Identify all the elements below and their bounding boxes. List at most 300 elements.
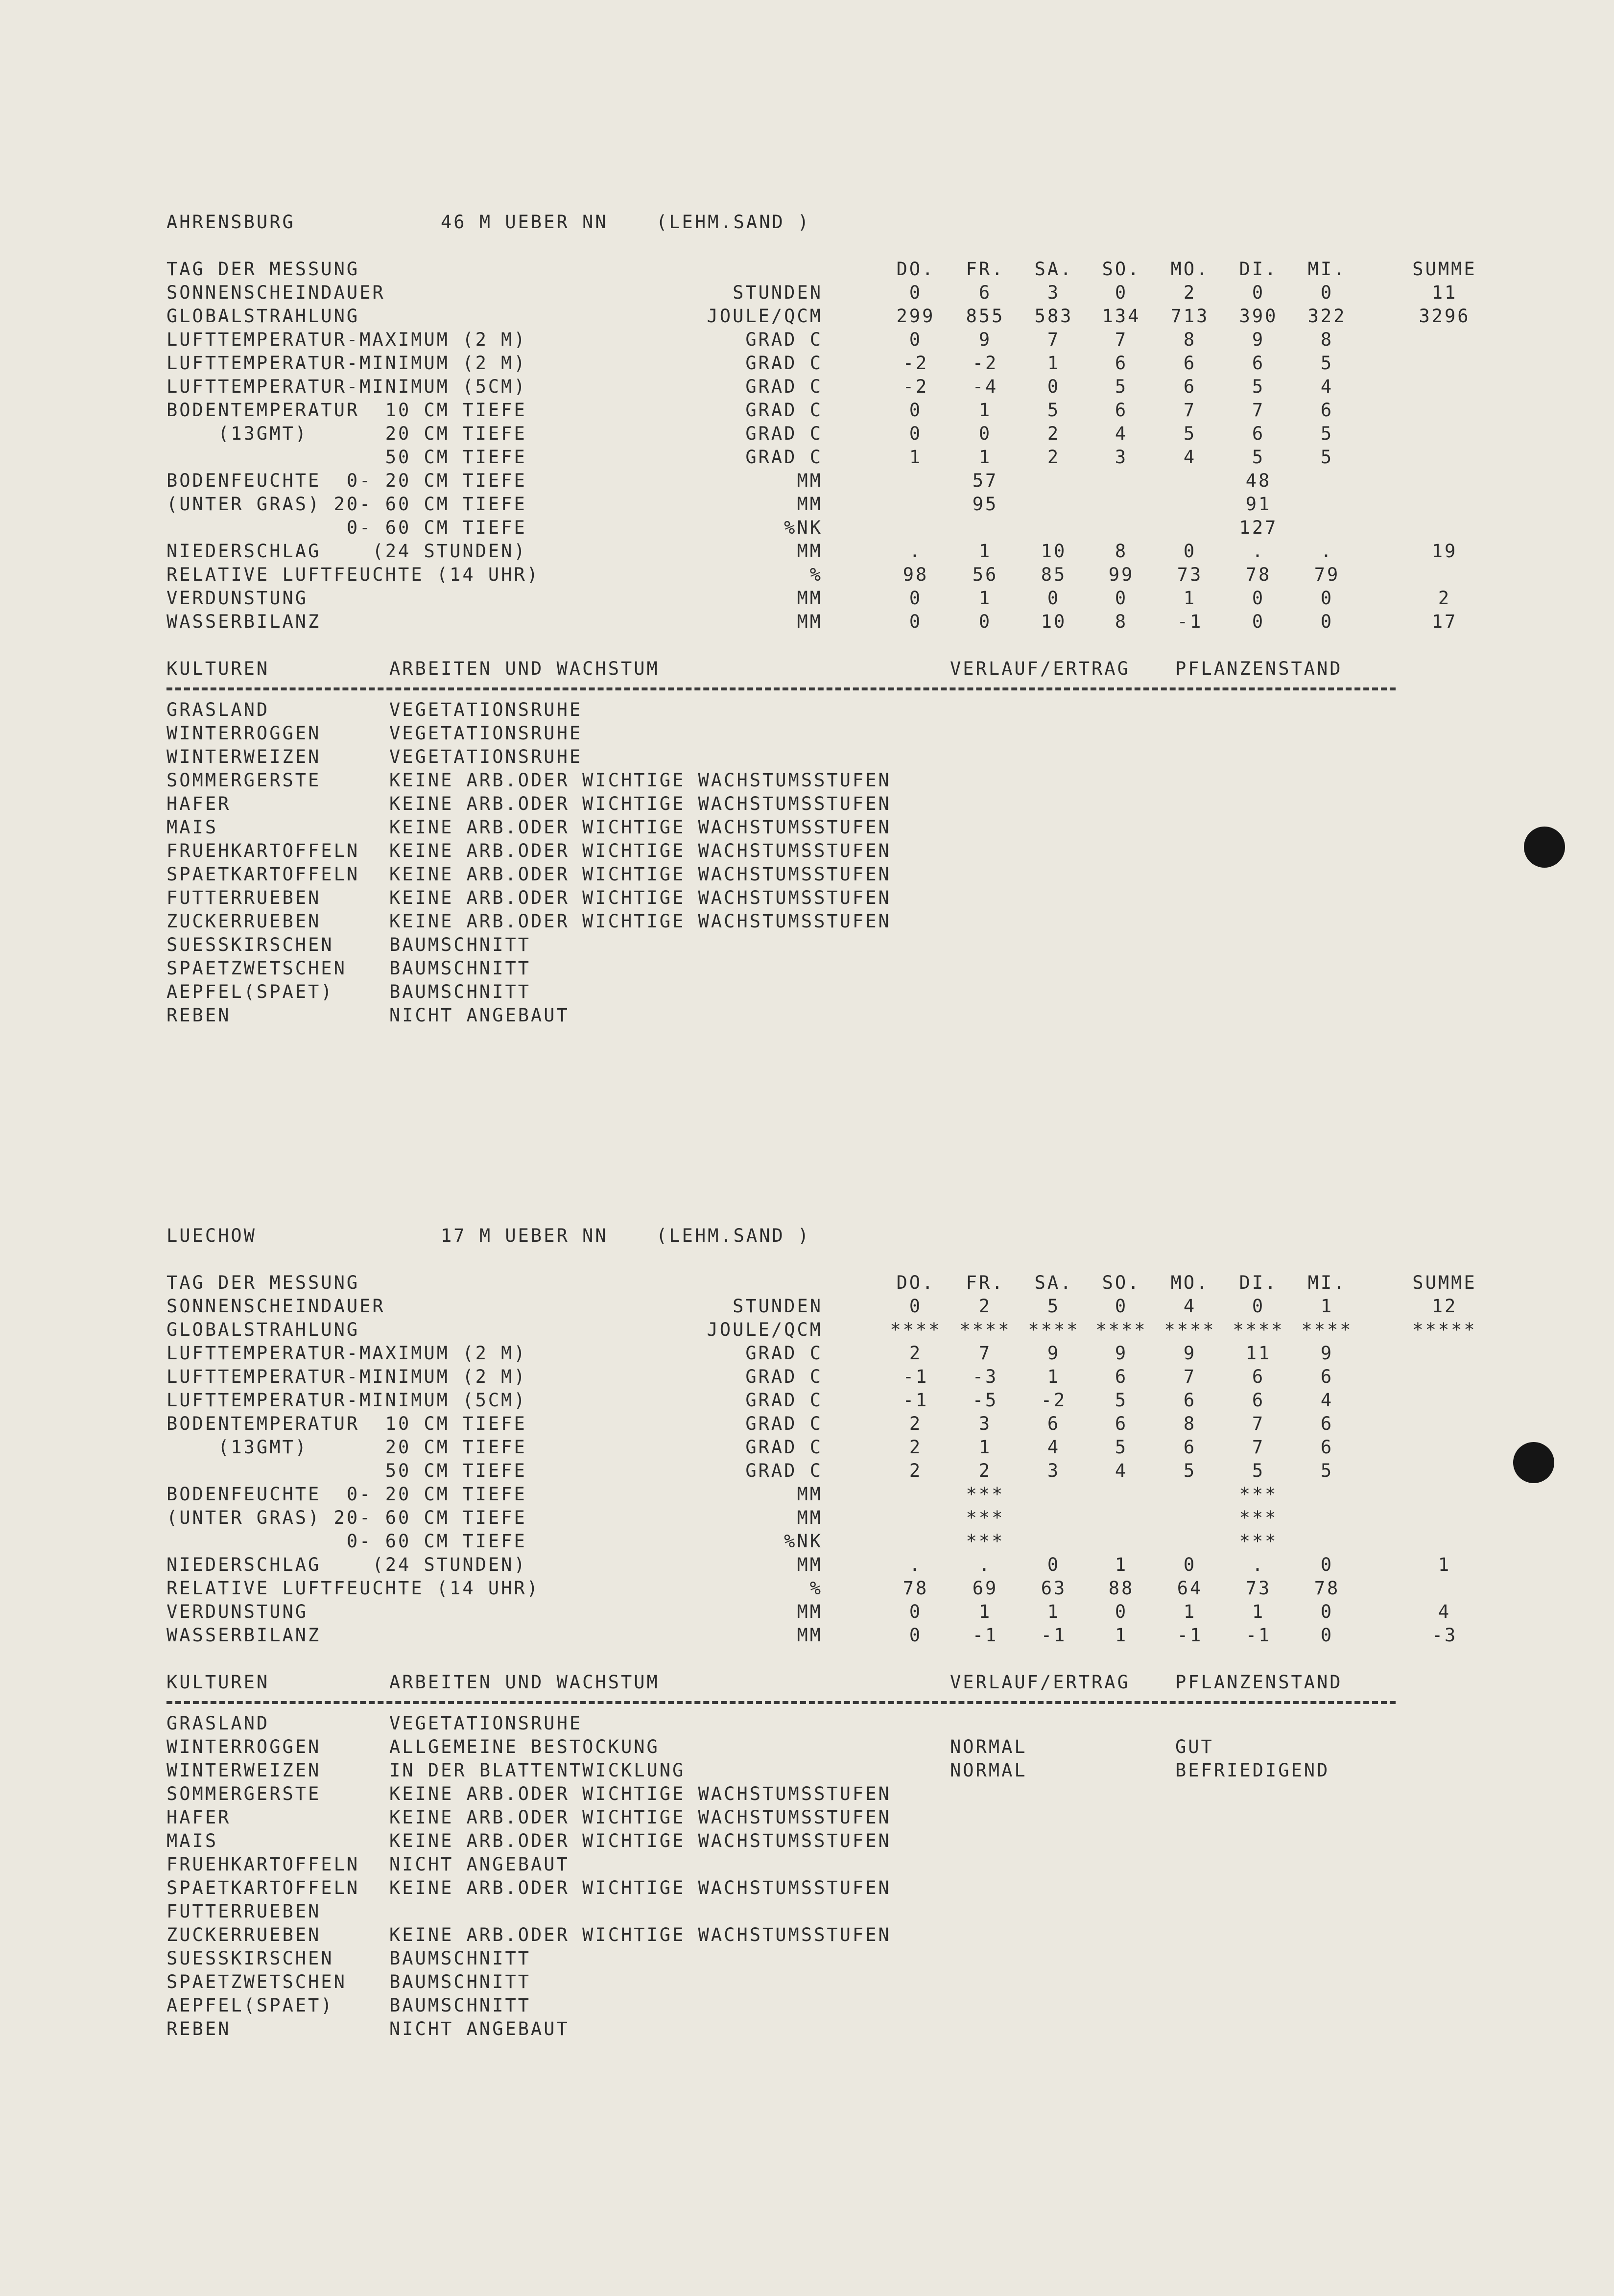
row-value: -1 (902, 1366, 929, 1387)
crop-work: VEGETATIONSRUHE (389, 699, 583, 720)
row-value: 6 (1320, 1366, 1334, 1387)
row-unit: GRAD C (745, 423, 823, 444)
row-value: 3 (978, 1413, 992, 1434)
crop-name: FRUEHKARTOFFELN (166, 1854, 360, 1875)
station-soil: (LEHM.SAND ) (656, 1225, 811, 1246)
measurement-row (166, 1577, 1400, 1600)
crop-row (166, 1004, 1400, 1027)
row-unit: MM (797, 1601, 823, 1622)
day-header: SO. (1102, 1272, 1141, 1293)
crop-row (166, 1970, 1400, 1994)
row-unit: % (809, 1578, 823, 1599)
measurement-row (166, 399, 1400, 422)
row-unit: MM (797, 1554, 823, 1575)
row-value: 6 (978, 282, 992, 303)
row-value: 1 (909, 447, 923, 468)
crop-col-kulturen: KULTUREN (166, 658, 270, 679)
row-unit: MM (797, 1625, 823, 1646)
row-unit: % (809, 564, 823, 585)
crop-col-verlauf: VERLAUF/ERTRAG (950, 658, 1130, 679)
crop-work: BAUMSCHNITT (389, 981, 531, 1002)
row-value: 99 (1108, 564, 1135, 585)
day-header: DO. (896, 259, 935, 280)
row-value: 299 (896, 306, 935, 327)
row-value: 1 (1115, 1554, 1128, 1575)
row-value: 5 (1047, 1296, 1061, 1317)
row-value: 2 (1047, 423, 1061, 444)
day-header: FR. (966, 259, 1005, 280)
row-value: **** (1095, 1319, 1147, 1340)
crop-row (166, 2017, 1400, 2041)
row-value: 63 (1041, 1578, 1067, 1599)
row-value: 10 (1041, 541, 1067, 562)
measurement-row (166, 328, 1400, 352)
row-unit: GRAD C (745, 329, 823, 350)
crop-name: REBEN (166, 1005, 231, 1026)
measurement-row (166, 493, 1400, 516)
row-value: 6 (1115, 1413, 1128, 1434)
row-value: 91 (1245, 494, 1272, 515)
row-label: LUFTTEMPERATUR-MAXIMUM (2 M) (166, 329, 527, 350)
row-value: 6 (1320, 1437, 1334, 1458)
dashed-divider (166, 1694, 1400, 1712)
row-value: *** (966, 1484, 1005, 1505)
row-value: 0 (1047, 376, 1061, 397)
measurement-row (166, 1295, 1458, 1318)
row-value: 4 (1183, 447, 1197, 468)
row-value: 6 (1252, 423, 1265, 444)
row-value: 0 (1047, 588, 1061, 609)
crop-row (166, 933, 1400, 957)
row-value: 5 (1320, 447, 1334, 468)
row-unit: STUNDEN (733, 282, 823, 303)
row-sum: 12 (1431, 1296, 1458, 1317)
measurement-row (166, 587, 1451, 610)
crop-row (166, 1829, 1400, 1853)
crop-name: WINTERROGGEN (166, 1736, 321, 1757)
crop-name: MAIS (166, 1830, 218, 1851)
crop-name: FUTTERRUEBEN (166, 887, 321, 908)
row-value: 0 (909, 611, 923, 632)
row-value: 79 (1314, 564, 1340, 585)
row-value: 0 (1320, 282, 1334, 303)
row-value: 73 (1177, 564, 1203, 585)
row-value: -1 (1177, 611, 1203, 632)
station-name: LUECHOW (166, 1225, 257, 1246)
day-header: MI. (1307, 259, 1347, 280)
station-soil: (LEHM.SAND ) (656, 212, 811, 233)
crop-name: ZUCKERRUEBEN (166, 1924, 321, 1945)
day-header: MO. (1170, 1272, 1210, 1293)
crop-verlauf: NORMAL (950, 1760, 1027, 1781)
row-value: 0 (909, 1601, 923, 1622)
crop-name: HAFER (166, 1807, 231, 1828)
row-value: 0 (1320, 1601, 1334, 1622)
measurement-row (166, 352, 1400, 375)
row-unit: GRAD C (745, 400, 823, 421)
row-value: -1 (1041, 1625, 1067, 1646)
row-unit: MM (797, 1484, 823, 1505)
row-value: 5 (1115, 1390, 1128, 1411)
row-value: 7 (1183, 400, 1197, 421)
divider-rule (166, 687, 1396, 690)
row-value: 5 (1183, 423, 1197, 444)
row-value: 10 (1041, 611, 1067, 632)
measurement-row (166, 1600, 1451, 1624)
crop-work: BAUMSCHNITT (389, 1971, 531, 1992)
station-section-luechow (166, 1224, 1477, 2041)
crop-work: VEGETATIONSRUHE (389, 1713, 583, 1734)
measurement-row (166, 1530, 1400, 1553)
row-value: 9 (1320, 1343, 1334, 1364)
row-value: 78 (902, 1578, 929, 1599)
measurement-row (166, 469, 1400, 493)
row-value: -1 (972, 1625, 998, 1646)
spacer (166, 234, 1400, 258)
row-value: 5 (1320, 353, 1334, 374)
row-value: -2 (902, 353, 929, 374)
day-header: SA. (1034, 1272, 1073, 1293)
row-value: 0 (1252, 1296, 1265, 1317)
measurement-row (166, 446, 1400, 469)
row-value: 0 (978, 611, 992, 632)
row-value: **** (1301, 1319, 1353, 1340)
row-value: 0 (1252, 588, 1265, 609)
crop-row (166, 1876, 1400, 1900)
row-value: 6 (1252, 1390, 1265, 1411)
sum-header: SUMME (1412, 1272, 1477, 1293)
row-label: LUFTTEMPERATUR-MINIMUM (5CM) (166, 1390, 527, 1411)
row-value: 7 (1183, 1366, 1197, 1387)
row-value: . (1252, 541, 1265, 562)
day-header: DI. (1239, 259, 1278, 280)
crop-name: SPAETKARTOFFELN (166, 864, 360, 885)
row-value: 6 (1320, 400, 1334, 421)
row-value: 56 (972, 564, 998, 585)
crop-header (166, 1671, 1400, 1694)
row-value: 6 (1183, 1390, 1197, 1411)
row-value: 6 (1183, 1437, 1197, 1458)
row-value: 6 (1183, 376, 1197, 397)
crop-name: MAIS (166, 817, 218, 838)
row-label: (13GMT) 20 CM TIEFE (166, 1437, 527, 1458)
crop-name: SUESSKIRSCHEN (166, 934, 334, 955)
row-label: WASSERBILANZ (166, 1625, 321, 1646)
crop-name: SOMMERGERSTE (166, 770, 321, 791)
row-label: GLOBALSTRAHLUNG (166, 1319, 360, 1340)
row-sum: 17 (1431, 611, 1458, 632)
crop-header (166, 657, 1400, 681)
row-value: 1 (1115, 1625, 1128, 1646)
row-value: 1 (978, 1437, 992, 1458)
row-value: 8 (1183, 1413, 1197, 1434)
row-value: 0 (909, 588, 923, 609)
crop-stand: BEFRIEDIGEND (1175, 1760, 1330, 1781)
crop-name: GRASLAND (166, 699, 270, 720)
row-value: 5 (1115, 1437, 1128, 1458)
crop-name: GRASLAND (166, 1713, 270, 1734)
row-value: 5 (1320, 1460, 1334, 1481)
row-value: 4 (1115, 423, 1128, 444)
crop-work: VEGETATIONSRUHE (389, 723, 583, 744)
row-value: 1 (1047, 353, 1061, 374)
day-header: DI. (1239, 1272, 1278, 1293)
day-header: DO. (896, 1272, 935, 1293)
crop-work: BAUMSCHNITT (389, 1948, 531, 1969)
crop-work: KEINE ARB.ODER WICHTIGE WACHSTUMSSTUFEN (389, 840, 891, 861)
row-value: 2 (978, 1460, 992, 1481)
station-section-ahrensburg (166, 211, 1477, 1027)
row-unit: MM (797, 611, 823, 632)
row-value: **** (1164, 1319, 1216, 1340)
row-value: 8 (1115, 541, 1128, 562)
crop-row (166, 1947, 1400, 1970)
row-unit: GRAD C (745, 1366, 823, 1387)
row-value: -5 (972, 1390, 998, 1411)
crop-row (166, 1735, 1400, 1759)
station-name: AHRENSBURG (166, 212, 295, 233)
row-value: 57 (972, 470, 998, 491)
crop-row (166, 839, 1400, 863)
row-value: 322 (1307, 306, 1347, 327)
row-value: 0 (909, 1625, 923, 1646)
day-header: SA. (1034, 259, 1073, 280)
row-value: 5 (1183, 1460, 1197, 1481)
row-value: . (1320, 541, 1334, 562)
station-heading (166, 1224, 1400, 1248)
row-unit: MM (797, 494, 823, 515)
measurement-label: TAG DER MESSUNG (166, 1272, 360, 1293)
row-value: 0 (909, 1296, 923, 1317)
row-label: GLOBALSTRAHLUNG (166, 306, 360, 327)
row-sum: 19 (1431, 541, 1458, 562)
row-value: 85 (1041, 564, 1067, 585)
measurement-row (166, 610, 1458, 634)
row-value: 3 (1047, 282, 1061, 303)
row-value: 5 (1252, 447, 1265, 468)
crop-work: KEINE ARB.ODER WICHTIGE WACHSTUMSSTUFEN (389, 887, 891, 908)
crop-work: KEINE ARB.ODER WICHTIGE WACHSTUMSSTUFEN (389, 817, 891, 838)
row-value: 9 (1183, 1343, 1197, 1364)
row-value: -2 (902, 376, 929, 397)
row-label: LUFTTEMPERATUR-MAXIMUM (2 M) (166, 1343, 527, 1364)
row-value: 0 (909, 329, 923, 350)
row-value: 2 (909, 1343, 923, 1364)
crop-name: AEPFEL(SPAET) (166, 981, 334, 1002)
row-value: 1 (978, 588, 992, 609)
row-label: RELATIVE LUFTFEUCHTE (14 UHR) (166, 564, 540, 585)
crop-name: SPAETZWETSCHEN (166, 1971, 347, 1992)
row-value: 0 (1115, 282, 1128, 303)
measurement-row (166, 1459, 1400, 1483)
row-unit: STUNDEN (733, 1296, 823, 1317)
punch-hole (1513, 1442, 1554, 1483)
row-value: 6 (1115, 1366, 1128, 1387)
crop-work: IN DER BLATTENTWICKLUNG (389, 1760, 686, 1781)
row-value: 2 (909, 1460, 923, 1481)
crop-row (166, 957, 1400, 980)
row-unit: GRAD C (745, 447, 823, 468)
crop-row (166, 698, 1400, 722)
crop-work: KEINE ARB.ODER WICHTIGE WACHSTUMSSTUFEN (389, 911, 891, 932)
row-value: 9 (1047, 1343, 1061, 1364)
row-value: 8 (1320, 329, 1334, 350)
row-label: SONNENSCHEINDAUER (166, 1296, 385, 1317)
row-value: 4 (1183, 1296, 1197, 1317)
crop-work: KEINE ARB.ODER WICHTIGE WACHSTUMSSTUFEN (389, 1877, 891, 1898)
punch-hole (1524, 827, 1565, 868)
crop-work: KEINE ARB.ODER WICHTIGE WACHSTUMSSTUFEN (389, 793, 891, 814)
spacer (166, 1647, 1400, 1671)
crop-row (166, 910, 1400, 933)
row-sum: ***** (1412, 1319, 1477, 1340)
row-value: 1 (978, 447, 992, 468)
measurement-row (166, 1342, 1400, 1365)
row-label: VERDUNSTUNG (166, 588, 309, 609)
row-value: 1 (1320, 1296, 1334, 1317)
measurement-row (166, 1389, 1400, 1412)
row-value: -4 (972, 376, 998, 397)
row-unit: GRAD C (745, 1390, 823, 1411)
day-header: FR. (966, 1272, 1005, 1293)
row-label: RELATIVE LUFTFEUCHTE (14 UHR) (166, 1578, 540, 1599)
row-value: 0 (1320, 1625, 1334, 1646)
row-value: 8 (1183, 329, 1197, 350)
row-value: 7 (1115, 329, 1128, 350)
row-value: -3 (972, 1366, 998, 1387)
row-label: NIEDERSCHLAG (24 STUNDEN) (166, 1554, 527, 1575)
row-value: 8 (1115, 611, 1128, 632)
row-label: BODENFEUCHTE 0- 20 CM TIEFE (166, 470, 527, 491)
day-header: MI. (1307, 1272, 1347, 1293)
crop-verlauf: NORMAL (950, 1736, 1027, 1757)
row-value: -1 (1245, 1625, 1272, 1646)
crop-name: ZUCKERRUEBEN (166, 911, 321, 932)
row-sum: 11 (1431, 282, 1458, 303)
crop-col-verlauf: VERLAUF/ERTRAG (950, 1672, 1130, 1693)
measurement-row (166, 540, 1458, 563)
measurement-row (166, 1318, 1477, 1342)
crop-name: WINTERWEIZEN (166, 746, 321, 767)
crop-col-arbeiten: ARBEITEN UND WACHSTUM (389, 658, 660, 679)
row-unit: %NK (784, 1531, 823, 1552)
row-value: 7 (1252, 1437, 1265, 1458)
row-value: 6 (1252, 1366, 1265, 1387)
row-unit: GRAD C (745, 1460, 823, 1481)
crop-row (166, 745, 1400, 769)
row-value: *** (1239, 1507, 1278, 1528)
row-label: 50 CM TIEFE (166, 1460, 527, 1481)
crop-col-arbeiten: ARBEITEN UND WACHSTUM (389, 1672, 660, 1693)
row-value: 5 (1115, 376, 1128, 397)
crop-name: WINTERWEIZEN (166, 1760, 321, 1781)
crop-col-pflanzenstand: PFLANZENSTAND (1175, 658, 1343, 679)
row-value: 9 (978, 329, 992, 350)
crop-work: BAUMSCHNITT (389, 1995, 531, 2016)
row-label: SONNENSCHEINDAUER (166, 282, 385, 303)
crop-row (166, 722, 1400, 745)
row-value: 6 (1183, 353, 1197, 374)
row-value: 1 (978, 1601, 992, 1622)
crop-row (166, 1900, 1400, 1923)
measurement-row (166, 563, 1400, 587)
row-value: 88 (1108, 1578, 1135, 1599)
row-value: 0 (1320, 611, 1334, 632)
row-label: LUFTTEMPERATUR-MINIMUM (5CM) (166, 376, 527, 397)
row-value: 855 (966, 306, 1005, 327)
row-value: 1 (1252, 1601, 1265, 1622)
station-elevation: 17 M UEBER NN (441, 1225, 608, 1246)
sum-header: SUMME (1412, 259, 1477, 280)
row-value: 5 (1252, 1460, 1265, 1481)
row-unit: JOULE/QCM (707, 306, 823, 327)
row-unit: GRAD C (745, 353, 823, 374)
row-value: 1 (1183, 588, 1197, 609)
row-value: *** (1239, 1484, 1278, 1505)
divider-rule (166, 1701, 1396, 1704)
crop-row (166, 1806, 1400, 1829)
row-unit: MM (797, 1507, 823, 1528)
crop-work: NICHT ANGEBAUT (389, 1005, 570, 1026)
crop-name: FRUEHKARTOFFELN (166, 840, 360, 861)
row-value: **** (890, 1319, 942, 1340)
crop-work: KEINE ARB.ODER WICHTIGE WACHSTUMSSTUFEN (389, 1783, 891, 1804)
measurement-row (166, 281, 1458, 305)
row-value: 0 (1115, 1601, 1128, 1622)
row-label: VERDUNSTUNG (166, 1601, 309, 1622)
crop-col-kulturen: KULTUREN (166, 1672, 270, 1693)
row-value: . (1252, 1554, 1265, 1575)
measurement-row (166, 1624, 1458, 1647)
row-value: 0 (909, 282, 923, 303)
row-label: 50 CM TIEFE (166, 447, 527, 468)
row-value: 7 (1252, 1413, 1265, 1434)
day-header: MO. (1170, 259, 1210, 280)
crop-stand: GUT (1175, 1736, 1214, 1757)
crop-col-pflanzenstand: PFLANZENSTAND (1175, 1672, 1343, 1693)
row-value: *** (966, 1531, 1005, 1552)
row-value: 7 (1047, 329, 1061, 350)
crop-row (166, 1782, 1400, 1806)
row-value: -1 (902, 1390, 929, 1411)
row-value: 2 (909, 1437, 923, 1458)
row-value: 69 (972, 1578, 998, 1599)
measurement-row (166, 375, 1400, 399)
row-value: 4 (1115, 1460, 1128, 1481)
row-value: 73 (1245, 1578, 1272, 1599)
crop-work: BAUMSCHNITT (389, 958, 531, 979)
row-value: 6 (1252, 353, 1265, 374)
row-sum: 4 (1438, 1601, 1451, 1622)
row-value: 95 (972, 494, 998, 515)
crop-name: REBEN (166, 2018, 231, 2039)
row-label: (UNTER GRAS) 20- 60 CM TIEFE (166, 1507, 527, 1528)
row-value: *** (966, 1507, 1005, 1528)
measurement-row (166, 516, 1400, 540)
row-value: 0 (1183, 1554, 1197, 1575)
row-value: 0 (1115, 1296, 1128, 1317)
station-heading (166, 211, 1400, 234)
row-label: BODENTEMPERATUR 10 CM TIEFE (166, 1413, 527, 1434)
crop-work: BAUMSCHNITT (389, 934, 531, 955)
dashed-divider (166, 681, 1400, 698)
crop-name: WINTERROGGEN (166, 723, 321, 744)
crop-name: SPAETZWETSCHEN (166, 958, 347, 979)
crop-row (166, 1994, 1400, 2017)
row-value: 3 (1115, 447, 1128, 468)
crop-row (166, 1923, 1400, 1947)
row-sum: 2 (1438, 588, 1451, 609)
